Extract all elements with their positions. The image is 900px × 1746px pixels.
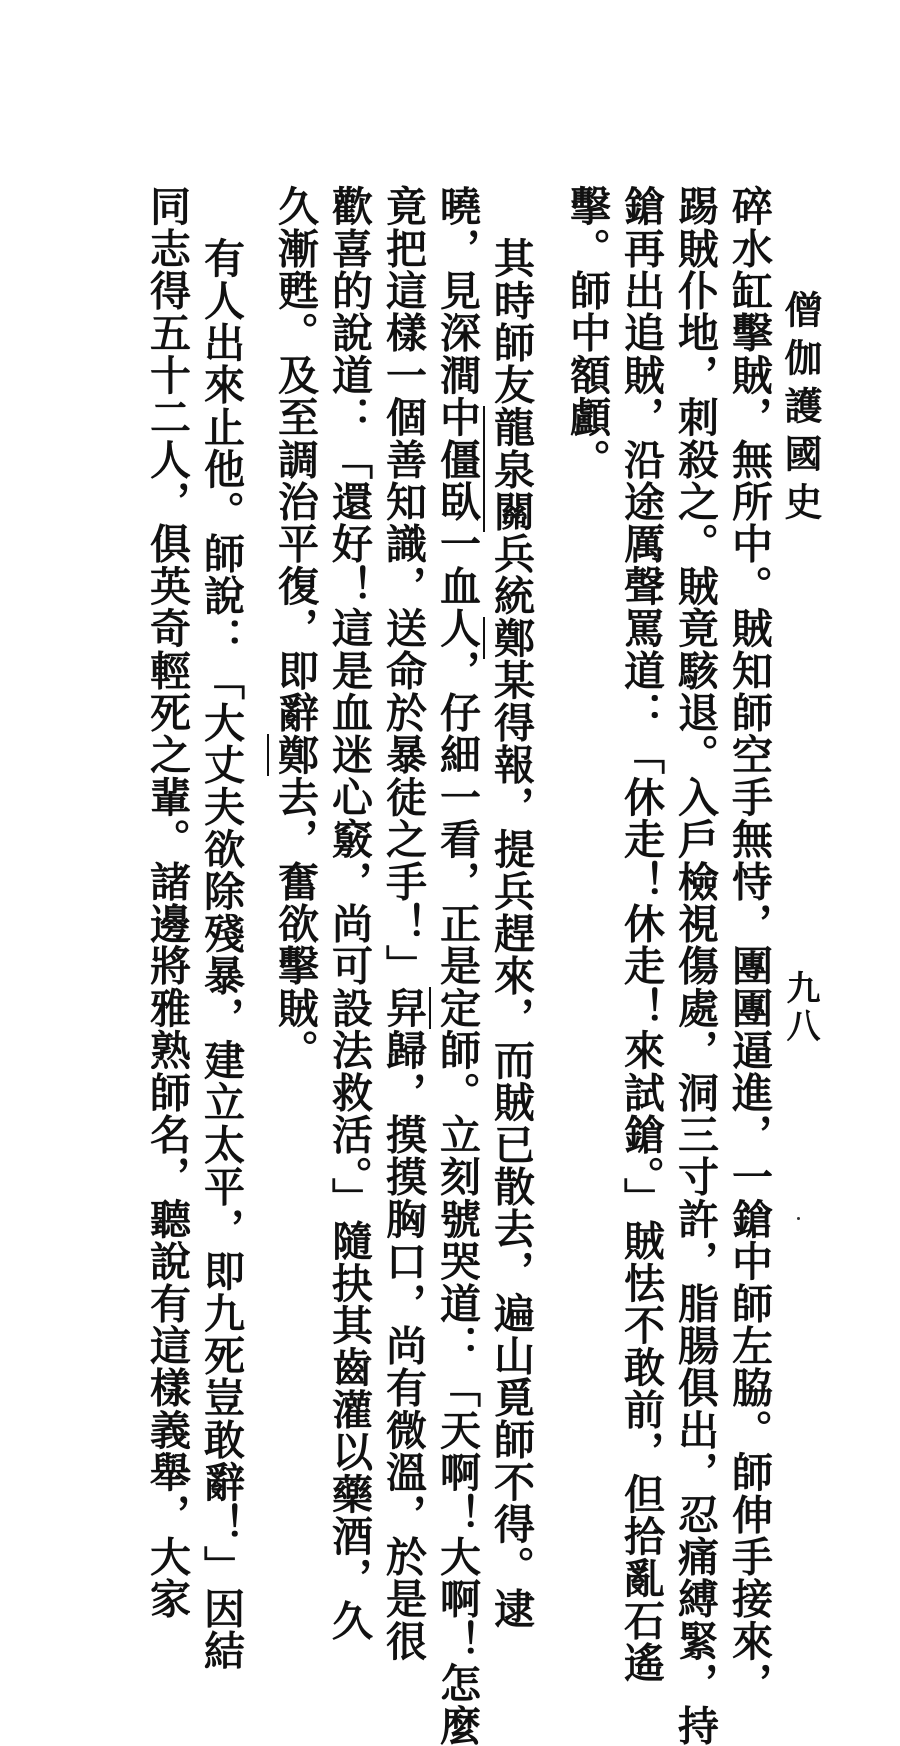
text-column: 竟把這樣一個善知識，送命於暴徒之手！」舁歸，摸摸胸口，尚有微溫，於是很 xyxy=(379,185,427,1662)
running-title: 僧伽護國史 xyxy=(778,290,823,530)
print-speck xyxy=(797,1217,800,1220)
text-run: 曉，見深澗中僵臥一血人，仔細一看，正是 xyxy=(433,185,481,987)
proper-name: 定 xyxy=(429,987,481,1029)
text-run: 某得報，提兵趕來，而賊已散去，遍山覓師不得。逮 xyxy=(487,659,535,1630)
text-run: 師。立刻號哭道：「天啊！大啊！怎麼 xyxy=(433,1029,481,1746)
text-column: 鎗再出追賊，沿途厲聲罵道：「休走！休走！來試鎗。」賊怯不敢前，但拾亂石遙 xyxy=(617,185,665,1684)
text-column: 踢賊仆地，刺殺之。賊竟駭退。入戶檢視傷處，洞三寸許，脂腸俱出，忍痛縛緊，持 xyxy=(671,185,719,1746)
proper-name: 鄭 xyxy=(267,734,319,776)
text-run: 去，奮欲擊賊。 xyxy=(271,775,319,1072)
text-run: 其時師友 xyxy=(487,237,535,406)
proper-name: 龍泉關 xyxy=(483,406,535,533)
page-number: 九八 xyxy=(780,970,820,1046)
text-column xyxy=(268,185,322,1071)
text-run: 久漸甦。及至調治平復，即辭 xyxy=(271,185,319,734)
text-column xyxy=(430,185,484,1746)
text-column xyxy=(484,185,538,1630)
text-column: 有人出來止他。師說：「大丈夫欲除殘暴，建立太平，即九死豈敢辭！」因結 xyxy=(197,237,245,1672)
text-column: 碎水缸擊賊，無所中。賊知師空手無恃，團團逼進，一鎗中師左脇。師伸手接來， xyxy=(725,185,773,1705)
text-column: 歡喜的說道：「還好！這是血迷心竅，尚可設法救活。」隨抉其齒灌以藥酒，久 xyxy=(325,185,373,1642)
text-run: 兵統 xyxy=(487,532,535,617)
proper-name: 鄭 xyxy=(483,617,535,659)
text-column: 擊。師中額顱。 xyxy=(563,185,611,481)
text-column: 同志得五十二人，俱英奇輕死之輩。諸邊將雅熟師名，聽說有這樣義舉，大家 xyxy=(143,185,191,1620)
